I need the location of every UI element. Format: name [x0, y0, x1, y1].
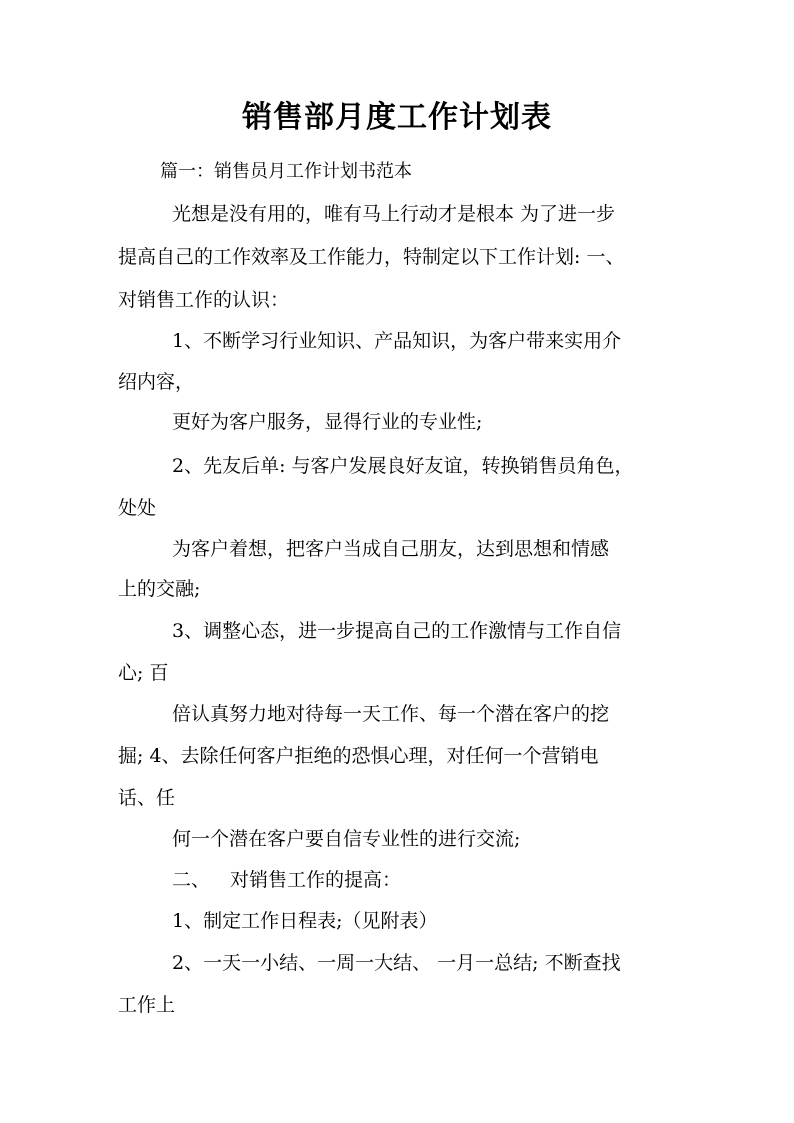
- paragraph-line: 话、任: [118, 787, 176, 809]
- section-title: 对销售工作的提高：: [230, 869, 402, 891]
- paragraph-line: 2、先友后单: 与客户发展良好友谊，转换销售员角色，: [172, 455, 634, 477]
- document-title: 销售部月度工作计划表: [242, 100, 552, 135]
- paragraph-line: 3、调整心态，进一步提高自己的工作激情与工作自信: [172, 620, 622, 642]
- paragraph-line: 何一个潜在客户要自信专业性的进行交流;: [172, 828, 521, 850]
- paragraph-line: 处处: [118, 497, 157, 519]
- paragraph-line: 掘; 4、去除任何客户拒绝的恐惧心理，对任何一个营销电: [118, 745, 599, 767]
- paragraph-line: 绍内容，: [118, 371, 195, 393]
- paragraph-line: 倍认真努力地对待每一天工作、每一个潜在客户的挖: [172, 703, 610, 725]
- paragraph-line: 工作上: [118, 994, 176, 1016]
- paragraph-line: 1、不断学习行业知识、产品知识，为客户带来实用介: [172, 330, 622, 352]
- paragraph-line: 心; 百: [118, 662, 169, 684]
- document-subtitle: 篇一：销售员月工作计划书范本: [160, 161, 412, 182]
- paragraph-line: 上的交融;: [118, 578, 201, 600]
- section-number: 二、: [172, 869, 211, 891]
- paragraph-line: 更好为客户服务，显得行业的专业性;: [172, 411, 483, 433]
- paragraph-line: 光想是没有用的，唯有马上行动才是根本 为了进一步: [172, 203, 616, 225]
- paragraph-line: 提高自己的工作效率及工作能力，特制定以下工作计划: 一、: [118, 246, 625, 268]
- section-heading: [172, 866, 401, 894]
- paragraph-line: 对销售工作的认识：: [118, 289, 290, 311]
- paragraph-line: 1、制定工作日程表;（见附表）: [172, 910, 438, 932]
- paragraph-line: 2、一天一小结、一周一大结、 一月一总结; 不断查找: [172, 952, 621, 974]
- paragraph-line: 为客户着想，把客户当成自己朋友，达到思想和情感: [172, 538, 610, 560]
